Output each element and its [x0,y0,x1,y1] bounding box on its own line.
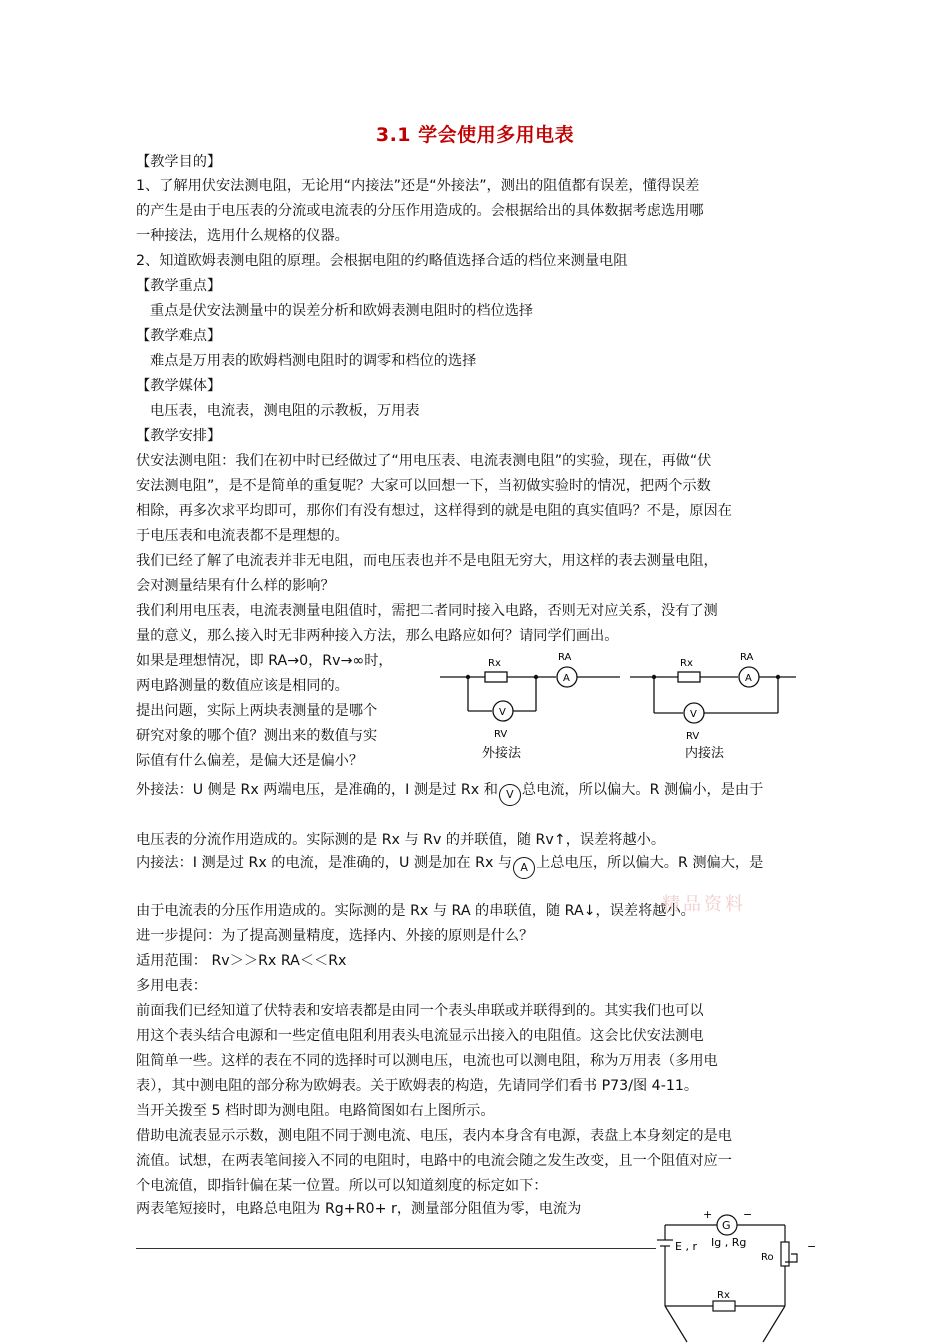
outer-ra-label: RA [558,652,572,663]
text-line: 【教学安排】 [136,428,222,444]
text-line: 的产生是由于电压表的分流或电流表的分压作用造成的。会根据给出的具体数据考虑选用哪 [136,203,704,219]
voltmeter-icon: V [499,784,521,806]
text-line: 多用电表： [136,978,207,994]
outer-ammeter-letter: A [563,673,570,684]
inner-connection-diagram [630,645,800,765]
outer-rv-label: RV [494,729,508,740]
inner-ammeter-letter: A [745,673,752,684]
outer-connection-diagram [440,645,625,765]
inner-caption: 内接法 [685,746,725,761]
footnote-rule [136,1248,656,1249]
text-line: 相除，再多次求平均即可，那你们有没有想过，这样得到的就是电阻的真实值吗？不是，原因在 [136,503,732,519]
ig-rg-label: Ig , Rg [711,1236,747,1249]
text-line: 如果是理想情况，即 RA→0，Rv→∞时， [136,653,393,669]
text-line: 安法测电阻”，是不是简单的重复呢？大家可以回想一下，当初做实验时的情况，把两个示数 [136,478,711,494]
ohmmeter-circuit-diagram [645,1200,820,1344]
text-line: 表），其中测电阻的部分称为欧姆表。关于欧姆表的构造，先请同学们看书 P73/图 4-11。 [136,1078,699,1094]
battery-label: E , r [675,1240,697,1253]
text-line: 【教学重点】 [136,278,222,294]
galvanometer-letter: G [722,1219,731,1232]
ohm-minus-sign-right: − [807,1240,817,1253]
inner-rv-label: RV [686,731,700,742]
text-line: 难点是万用表的欧姆档测电阻时的调零和档位的选择 [150,353,477,369]
text-line: 会对测量结果有什么样的影响？ [136,578,335,594]
text-line: 进一步提问：为了提高测量精度，选择内、外接的原则是什么？ [136,928,534,944]
outer-rx-label: Rx [488,658,501,669]
text-line: 借助电流表显示示数，测电阻不同于测电流、电压，表内本身含有电源，表盘上本身刻定的是电 [136,1128,732,1144]
text-line: 电压表的分流作用造成的。实际测的是 Rx 与 Rv 的并联值，随 Rv↑，误差将越小。 [136,832,666,848]
text-line: 流值。试想，在两表笔间接入不同的电阻时，电路中的电流会随之发生改变，且一个阻值对应一 [136,1153,732,1169]
text-line: 重点是伏安法测量中的误差分析和欧姆表测电阻时的档位选择 [150,303,534,319]
text-line: 研究对象的哪个值？测出来的数值与实 [136,728,378,744]
text-line: 阻简单一些。这样的表在不同的选择时可以测电压，电流也可以测电阻，称为万用表（多用电 [136,1053,718,1069]
text-line: 于电压表和电流表都不是理想的。 [136,528,349,544]
text-line: 个电流值，即指针偏在某一位置。所以可以知道刻度的标定如下： [136,1178,548,1194]
inner-rx-label: Rx [680,658,693,669]
text-line: 【教学目的】 [136,154,222,170]
inner-method-text-b: 上总电压，所以偏大。R 测偏大，是 [536,855,764,871]
text-line: 2、知道欧姆表测电阻的原理。会根据电阻的约略值选择合适的档位来测量电阻 [136,253,628,269]
outer-voltmeter-letter: V [499,707,506,718]
text-line: 两表笔短接时，电路总电阻为 Rg+R0+ r，测量部分阻值为零，电流为 [136,1201,582,1217]
text-line: 【教学难点】 [136,328,222,344]
text-line-inner-method [136,853,763,879]
text-line: 由于电流表的分压作用造成的。实际测的是 Rx 与 RA 的串联值，随 RA↓，误差将越小。 [136,903,695,919]
text-line: 当开关拨至 5 档时即为测电阻。电路简图如右上图所示。 [136,1103,495,1119]
rx-label: Rx [717,1290,730,1301]
text-line: 适用范围： Rv＞＞Rx RA＜＜Rx [136,953,347,969]
r0-label: Ro [761,1252,774,1263]
inner-ra-label: RA [740,652,754,663]
text-line: 我们利用电压表，电流表测量电阻值时，需把二者同时接入电路，否则无对应关系，没有了测 [136,603,718,619]
text-line: 际值有什么偏差，是偏大还是偏小？ [136,753,364,769]
text-line: 电压表，电流表，测电阻的示教板，万用表 [150,403,420,419]
text-line: 伏安法测电阻：我们在初中时已经做过了“用电压表、电流表测电阻”的实验，现在，再做“伏 [136,453,712,469]
ohm-plus-sign: + [703,1208,713,1221]
text-line: 【教学媒体】 [136,378,222,394]
text-line: 1、了解用伏安法测电阻，无论用“内接法”还是“外接法”，测出的阻值都有误差，懂得误差 [136,178,700,194]
outer-method-text-a: 外接法：U 侧是 Rx 两端电压，是准确的，I 测是过 Rx 和 [136,782,498,798]
text-line: 前面我们已经知道了伏特表和安培表都是由同一个表头串联或并联得到的。其实我们也可以 [136,1003,704,1019]
inner-method-text-a: 内接法：I 测是过 Rx 的电流，是准确的，U 测是加在 Rx 与 [136,855,513,871]
text-line: 我们已经了解了电流表并非无电阻，而电压表也并不是电阻无穷大，用这样的表去测量电阻， [136,553,718,569]
text-line: 量的意义，那么接入时无非两种接入方法，那么电路应如何？请同学们画出。 [136,628,619,644]
inner-voltmeter-letter: V [690,709,697,720]
ammeter-icon: A [513,857,535,879]
text-line-outer-method [136,780,763,806]
text-line: 一种接法，选用什么规格的仪器。 [136,228,349,244]
outer-caption: 外接法 [482,746,522,761]
watermark: 精品资料 [662,894,746,915]
outer-method-text-b: 总电流，所以偏大。R 测偏小，是由于 [521,782,764,798]
text-line: 用这个表头结合电源和一些定值电阻利用表头电流显示出接入的电阻值。这会比伏安法测电 [136,1028,704,1044]
text-line: 两电路测量的数值应该是相同的。 [136,678,349,694]
text-line: 提出问题，实际上两块表测量的是哪个 [136,703,378,719]
ohm-minus-sign: − [743,1208,753,1221]
page-title: 3.1 学会使用多用电表 [375,124,575,146]
